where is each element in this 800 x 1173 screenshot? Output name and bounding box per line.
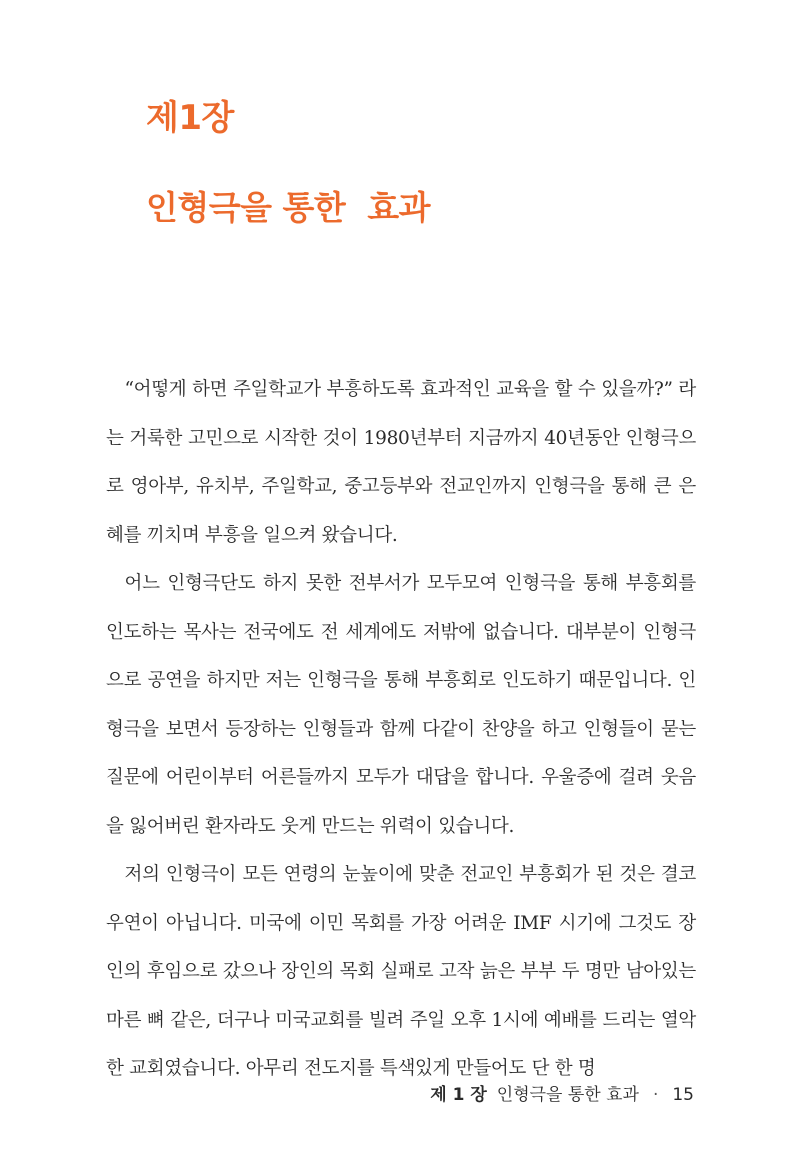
paragraph-3: 저의 인형극이 모든 연령의 눈높이에 맞춘 전교인 부흥회가 된 것은 결코 우연이 아닙니다. 미국에 이민 목회를 가장 어려운 IMF 시기에 그것도 장인의 후임으로 갔으나 장인의 목회 실패로 고작 늙은 부부 두 명만 남아있는 마른 뼈 같은, 더구나 미국교회를 빌려 주일 오후 1시에 예배를 드리는 열악한 교회였습니다. 아무리 전도지를 특색있게 만들어도 단 한 명 (106, 864, 696, 1079)
body-text (106, 366, 696, 1094)
footer-separator: · (652, 1085, 659, 1105)
chapter-title: 인형극을 통한 효과 (146, 188, 430, 227)
footer-chapter: 제 1 장 (430, 1085, 487, 1105)
chapter-label: 제1장 (146, 98, 234, 138)
paragraph-2: 어느 인형극단도 하지 못한 전부서가 모두모여 인형극을 통해 부흥회를 인도하는 목사는 전국에도 전 세계에도 저밖에 없습니다. 대부분이 인형극으로 공연을 하지만 저는 인형극을 통해 부흥회로 인도하기 때문입니다. 인형극을 보면서 등장하는 인형들과 함께 다같이 찬양을 하고 인형들이 묻는 질문에 어린이부터 어른들까지 모두가 대답을 합니다. 우울증에 걸려 웃음을 잃어버린 환자라도 웃게 만드는 위력이 있습니다. (106, 573, 696, 837)
paragraph-1: “어떻게 하면 주일학교가 부흥하도록 효과적인 교육을 할 수 있을까?” 라는 거룩한 고민으로 시작한 것이 1980년부터 지금까지 40년동안 인형극으로 영아부, 유치부, 주일학교, 중고등부와 전교인까지 인형극을 통해 큰 은혜를 끼치며 부흥을 일으켜 왔습니다. (106, 379, 696, 546)
page-number: 15 (672, 1085, 694, 1105)
footer-title: 인형극을 통한 효과 (496, 1085, 639, 1105)
running-footer (430, 1080, 694, 1105)
